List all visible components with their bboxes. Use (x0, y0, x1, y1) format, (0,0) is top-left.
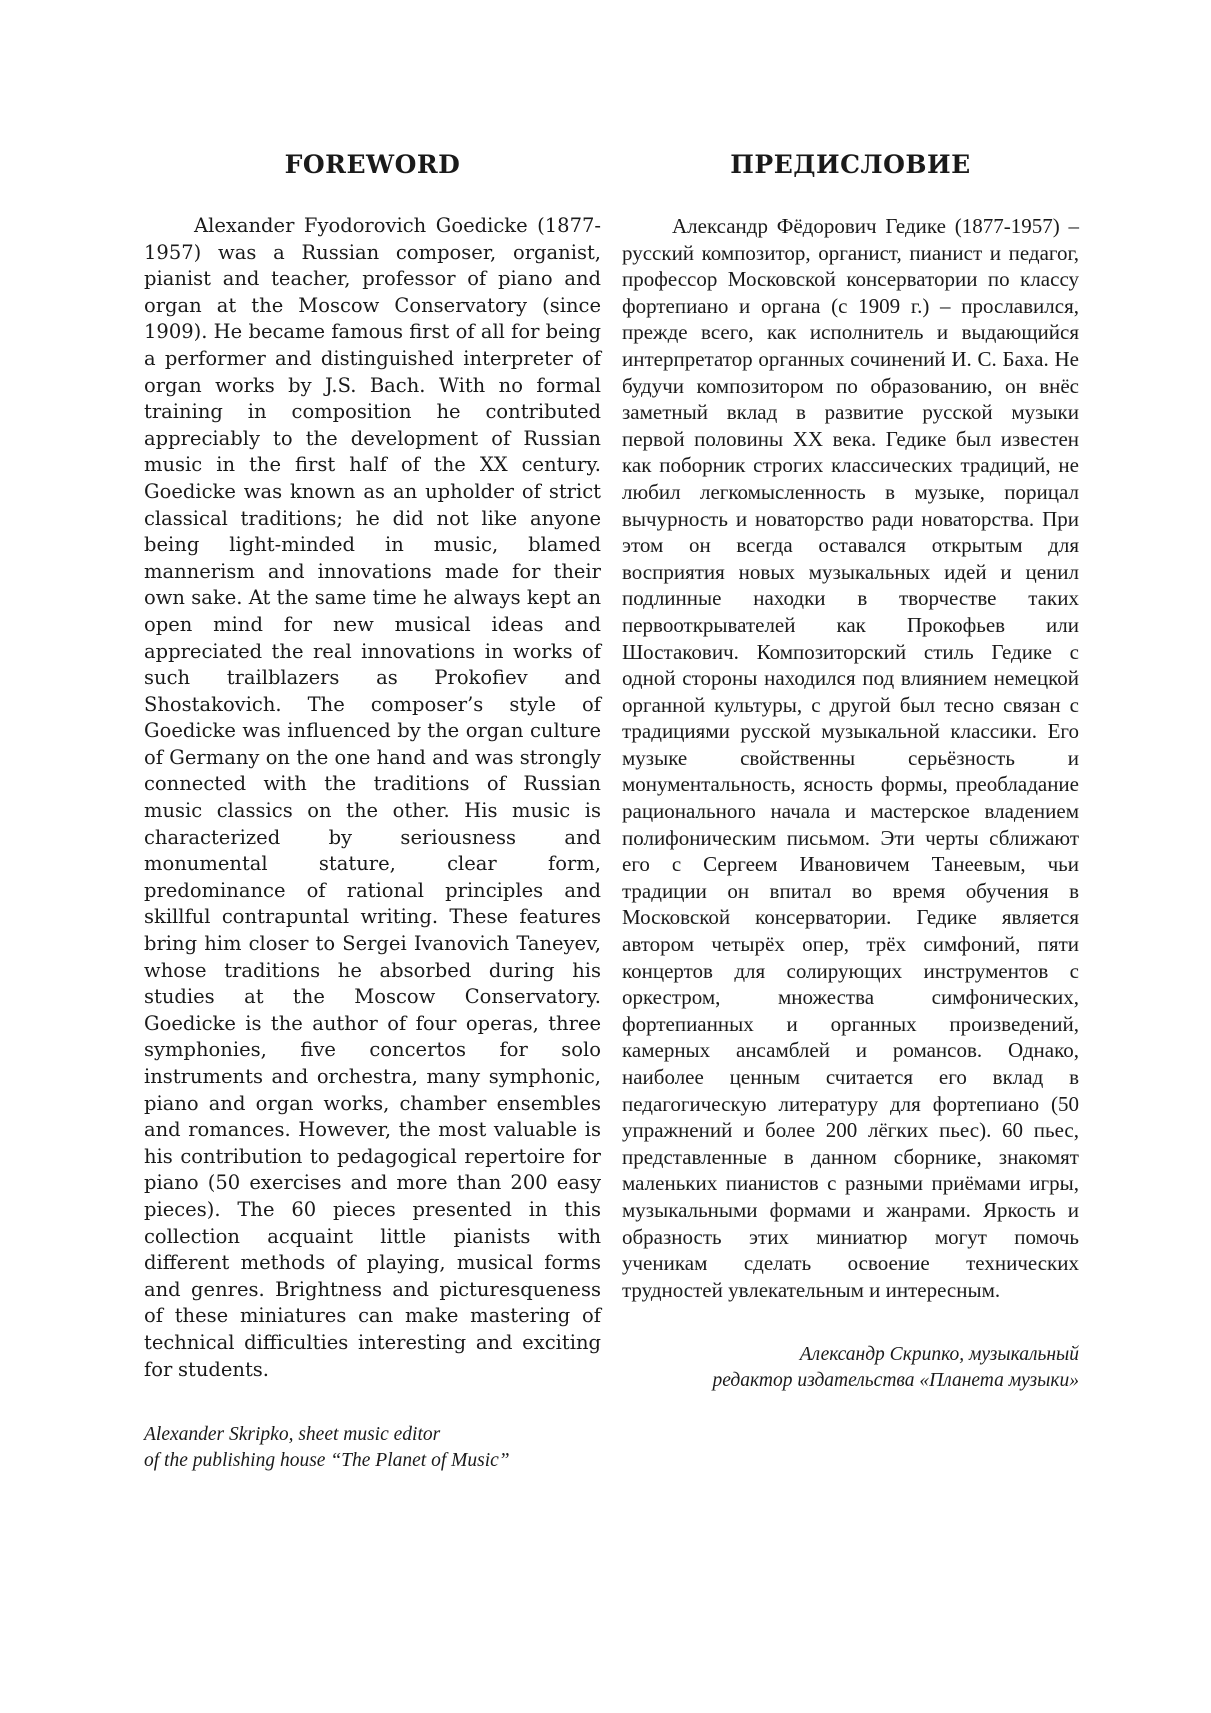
english-column (144, 150, 601, 1474)
russian-signature-line-2: редактор издательства «Планета музыки» (712, 1370, 1079, 1392)
english-body: Alexander Fyodorovich Goedicke (1877-1957) was a Russian composer, organist, pianist and teacher, professor of piano and organ at the Moscow Conservatory (since 1909). He became famous first of all for being a performer and distinguished interpreter of organ works by J.S. Bach. With no formal training in composition he contributed appreciably to the development of Russian music in the first half of the XX century. Goedicke was known as an upholder of strict classical traditions; he did not like anyone being light-minded in music, blamed mannerism and innovations made for their own sake. At the same time he always kept an open mind for new musical ideas and appreciated the real innovations in works of such trailblazers as Prokofiev and Shostakovich. The composer’s style of Goedicke was influenced by the organ culture of Germany on the one hand and was strongly connected with the traditions of Russian music classics on the other. His music is characterized by seriousness and monumental stature, clear form, predominance of rational principles and skillful contrapuntal writing. These features bring him closer to Sergei Ivanovich Taneyev, whose traditions he absorbed during his studies at the Moscow Conservatory. Goedicke is the author of four operas, three symphonies, five concertos for solo instruments and orchestra, many symphonic, piano and organ works, chamber ensembles and romances. However, the most valuable is his contribution to pedagogical repertoire for piano (50 exercises and more than 200 easy pieces). The 60 pieces presented in this collection acquaint little pianists with different methods of playing, musical forms and genres. Brightness and picturesqueness of these miniatures can make mastering of technical difficulties interesting and exciting for students. (144, 214, 601, 1381)
russian-column (622, 150, 1079, 1394)
russian-signature-line-1: Александр Скрипко, музыкальный (799, 1344, 1079, 1366)
english-heading: FOREWORD (284, 150, 461, 179)
english-signature (144, 1422, 601, 1474)
russian-heading: ПРЕДИСЛОВИЕ (730, 150, 971, 179)
english-signature-line-1: Alexander Skripko, sheet music editor (144, 1424, 441, 1446)
russian-body: Александр Фёдорович Гедике (1877-1957) – русский композитор, органист, пианист и педагог, профессор Московской консерватории по классу фортепиано и органа (с 1909 г.) – прославился, прежде всего, как исполнитель и выдающийся интерпретатор органных сочинений И. С. Баха. Не будучи композитором по образованию, он внёс заметный вклад в развитие русской музыки первой половины XX века. Гедике был известен как поборник строгих классических традиций, не любил легкомысленность в музыке, порицал вычурность и новаторство ради новаторства. При этом он всегда оставался открытым для восприятия новых музыкальных идей и ценил подлинные находки в творчестве таких первооткрывателей как Прокофьев или Шостакович. Композиторский стиль Гедике с одной стороны находился под влиянием немецкой органной культуры, с другой был тесно связан с традициями русской музыкальной классики. Его музыке свойственны серьёзность и монументальность, ясность формы, преобладание рационального начала и мастерское владением полифоническим письмом. Эти черты сближают его с Сергеем Ивановичем Танеевым, чьи традиции он впитал во время обучения в Московской консерватории. Гедике является автором четырёх опер, трёх симфоний, пяти концертов для солирующих инструментов с оркестром, множества симфонических, фортепианных и органных произведений, камерных ансамблей и романсов. Однако, наиболее ценным считается его вклад в педагогическую литературу для фортепиано (50 упражнений и более 200 лёгких пьес). 60 пьес, представленные в данном сборнике, знакомят маленьких пианистов с разными приёмами игры, музыкальными формами и жанрами. Яркость и образность этих миниатюр могут помочь ученикам сделать освоение технических трудностей увлекательным и интересным. (622, 214, 1079, 1302)
russian-signature (622, 1342, 1079, 1394)
english-signature-line-2: of the publishing house “The Planet of Music” (144, 1450, 510, 1472)
